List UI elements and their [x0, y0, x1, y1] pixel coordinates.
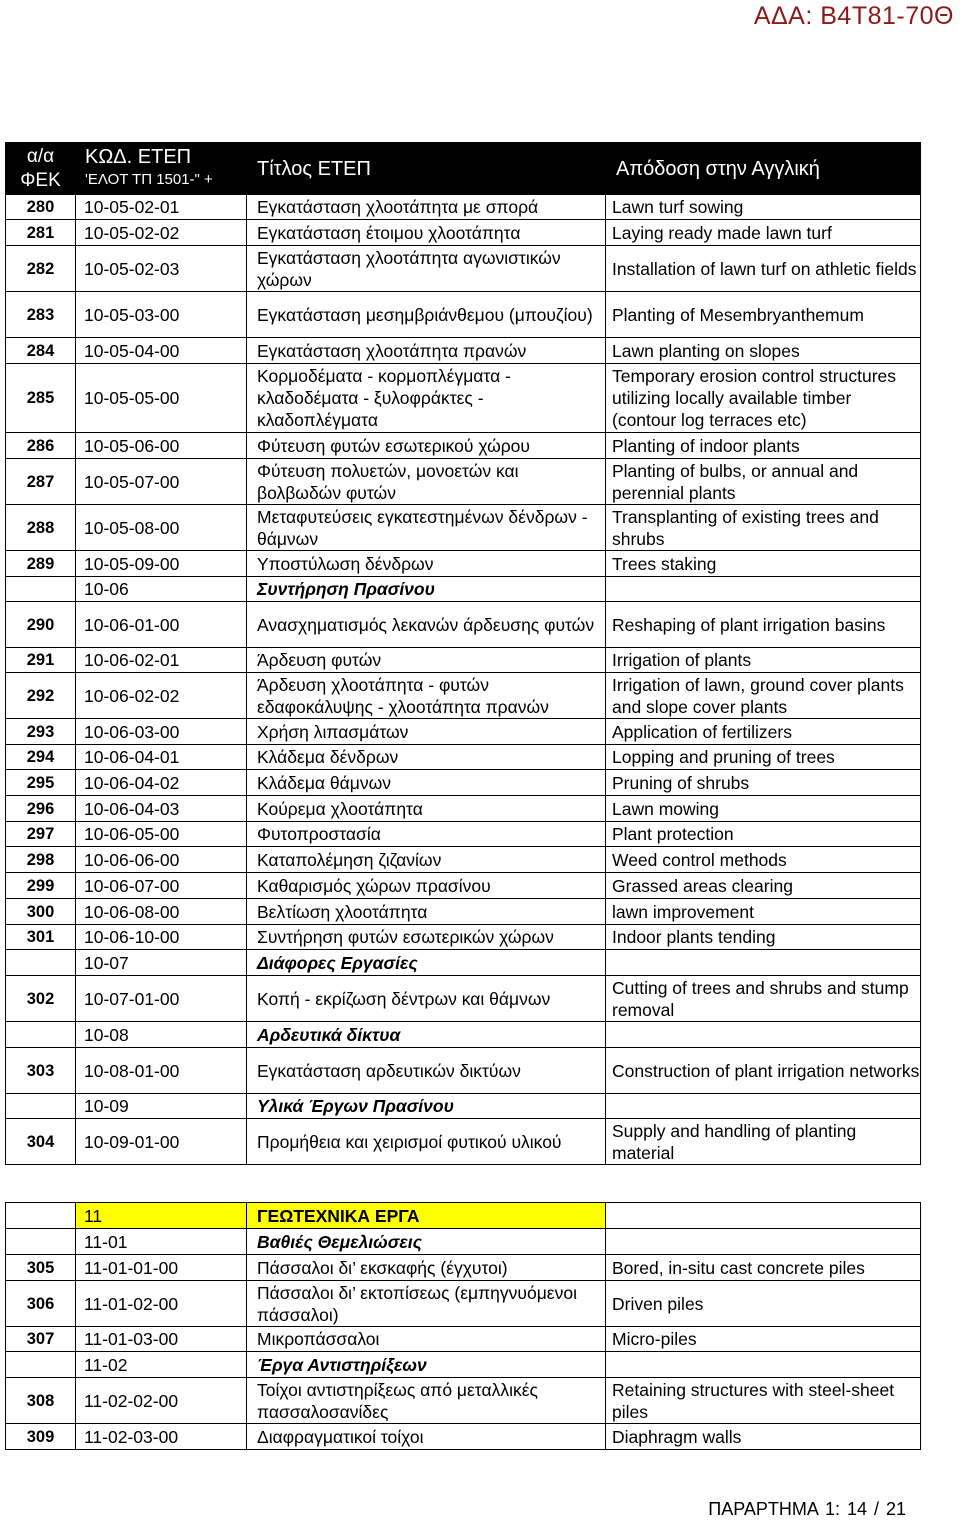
cell-serial — [6, 1352, 76, 1378]
cell-title-gr: Συντήρηση Πρασίνου — [247, 577, 606, 602]
table-row — [6, 1281, 921, 1327]
cell-serial: 309 — [6, 1424, 76, 1450]
cell-serial: 307 — [6, 1327, 76, 1352]
section-row — [6, 1022, 921, 1048]
cell-code: 10-06-07-00 — [76, 873, 247, 899]
cell-serial: 282 — [6, 246, 76, 292]
table-row — [6, 505, 921, 551]
cell-title-en: Temporary erosion control structures utilizing locally available timber (contour log terraces etc) — [606, 364, 921, 433]
cell-title-gr: Διάφορες Εργασίες — [247, 950, 606, 976]
cell-title-gr: Αρδευτικά δίκτυα — [247, 1022, 606, 1048]
table-row — [6, 292, 921, 338]
cell-title-gr: Βελτίωση χλοοτάπητα — [247, 899, 606, 925]
cell-serial: 284 — [6, 338, 76, 364]
cell-title-en: Lawn planting on slopes — [606, 338, 921, 364]
table-row — [6, 673, 921, 719]
table-row — [6, 551, 921, 577]
table-row — [6, 796, 921, 822]
cell-title-gr: Εγκατάσταση χλοοτάπητα αγωνιστικών χώρων — [247, 246, 606, 292]
cell-title-en: Plant protection — [606, 822, 921, 847]
cell-serial: 285 — [6, 364, 76, 433]
cell-title-en: Irrigation of lawn, ground cover plants and slope cover plants — [606, 673, 921, 719]
cell-serial: 280 — [6, 195, 76, 220]
cell-title-en: Reshaping of plant irrigation basins — [606, 602, 921, 648]
cell-code: 10-06-05-00 — [76, 822, 247, 847]
etep-table — [5, 142, 921, 1450]
cell-code: 10-08-01-00 — [76, 1048, 247, 1094]
cell-title-en: Planting of bulbs, or annual and perennial plants — [606, 459, 921, 505]
cell-title-gr: Άρδευση φυτών — [247, 648, 606, 673]
cell-title-en: Planting of indoor plants — [606, 433, 921, 459]
cell-title-gr: Κορμοδέματα - κορμοπλέγματα - κλαδοδέματα - ξυλοφράκτες - κλαδοπλέγματα — [247, 364, 606, 433]
cell-code: 10-06-02-01 — [76, 648, 247, 673]
table-row — [6, 745, 921, 770]
cell-title-en — [606, 1229, 921, 1255]
table-row — [6, 873, 921, 899]
cell-code: 10-06-06-00 — [76, 847, 247, 873]
cell-title-en — [606, 577, 921, 602]
cell-title-gr: Εγκατάσταση έτοιμου χλοοτάπητα — [247, 220, 606, 246]
cell-title-en: Supply and handling of planting material — [606, 1119, 921, 1165]
cell-title-gr: Κούρεμα χλοοτάπητα — [247, 796, 606, 822]
table-row — [6, 719, 921, 745]
cell-title-gr: Φύτευση πολυετών, μονοετών και βολβωδών φυτών — [247, 459, 606, 505]
cell-serial: 296 — [6, 796, 76, 822]
cell-title-en: Laying ready made lawn turf — [606, 220, 921, 246]
cell-serial: 308 — [6, 1378, 76, 1424]
cell-serial: 292 — [6, 673, 76, 719]
table-row — [6, 899, 921, 925]
cell-title-gr — [247, 1165, 606, 1203]
cell-title-en: Cutting of trees and shrubs and stump removal — [606, 976, 921, 1022]
cell-title-gr: Πάσσαλοι δι’ εκτοπίσεως (εμπηγνυόμενοι πάσσαλοι) — [247, 1281, 606, 1327]
cell-serial: 281 — [6, 220, 76, 246]
cell-title-en: Application of fertilizers — [606, 719, 921, 745]
cell-title-en: Diaphragm walls — [606, 1424, 921, 1450]
cell-code: 11-02-02-00 — [76, 1378, 247, 1424]
cell-serial: 306 — [6, 1281, 76, 1327]
cell-code: 10-05-02-03 — [76, 246, 247, 292]
cell-title-gr: Υλικά Έργων Πρασίνου — [247, 1094, 606, 1119]
cell-code: 10-09 — [76, 1094, 247, 1119]
section-row — [6, 1352, 921, 1378]
cell-code: 11-02 — [76, 1352, 247, 1378]
cell-code: 10-09-01-00 — [76, 1119, 247, 1165]
cell-serial: 291 — [6, 648, 76, 673]
cell-serial — [6, 1094, 76, 1119]
cell-title-en — [606, 1352, 921, 1378]
cell-serial — [6, 577, 76, 602]
cell-code: 10-06-08-00 — [76, 899, 247, 925]
cell-title-gr: Πάσσαλοι δι’ εκσκαφής (έγχυτοι) — [247, 1255, 606, 1281]
cell-serial: 290 — [6, 602, 76, 648]
cell-serial — [6, 950, 76, 976]
cell-serial: 305 — [6, 1255, 76, 1281]
cell-code: 11-01-01-00 — [76, 1255, 247, 1281]
cell-code: 10-07 — [76, 950, 247, 976]
cell-serial: 288 — [6, 505, 76, 551]
cell-title-gr: Εγκατάσταση μεσημβριάνθεμου (μπουζίου) — [247, 292, 606, 338]
table-row — [6, 1255, 921, 1281]
cell-title-gr: Προμήθεια και χειρισμοί φυτικού υλικού — [247, 1119, 606, 1165]
cell-title-gr: Κοπή - εκρίζωση δέντρων και θάμνων — [247, 976, 606, 1022]
cell-code: 10-06-02-02 — [76, 673, 247, 719]
cell-title-gr: Μικροπάσσαλοι — [247, 1327, 606, 1352]
cell-title-gr: Ανασχηματισμός λεκανών άρδευσης φυτών — [247, 602, 606, 648]
table-row — [6, 847, 921, 873]
cell-code: 10-05-03-00 — [76, 292, 247, 338]
header-code: ΚΩΔ. ΕΤΕΠ 'ΕΛΟΤ ΤΠ 1501-" + — [76, 143, 247, 195]
cell-title-gr: ΓΕΩΤΕΧΝΙΚΑ ΕΡΓΑ — [247, 1203, 606, 1229]
cell-serial: 299 — [6, 873, 76, 899]
cell-title-gr: Τοίχοι αντιστηρίξεως από μεταλλικές πασσαλοσανίδες — [247, 1378, 606, 1424]
cell-title-gr: Φύτευση φυτών εσωτερικού χώρου — [247, 433, 606, 459]
cell-title-gr: Φυτοπροστασία — [247, 822, 606, 847]
table-row — [6, 1327, 921, 1352]
cell-code: 10-05-07-00 — [76, 459, 247, 505]
cell-title-en: Installation of lawn turf on athletic fields — [606, 246, 921, 292]
cell-title-en: Irrigation of plants — [606, 648, 921, 673]
cell-serial: 303 — [6, 1048, 76, 1094]
page-footer: ΠΑΡΑΡΤΗΜΑ 1: 14 / 21 — [708, 1499, 906, 1519]
cell-title-en: Weed control methods — [606, 847, 921, 873]
cell-serial: 287 — [6, 459, 76, 505]
section-row — [6, 950, 921, 976]
cell-code: 10-06-01-00 — [76, 602, 247, 648]
cell-title-en — [606, 1165, 921, 1203]
cell-title-en: Retaining structures with steel-sheet piles — [606, 1378, 921, 1424]
cell-code: 10-06-04-01 — [76, 745, 247, 770]
table-row — [6, 246, 921, 292]
cell-code: 10-05-02-02 — [76, 220, 247, 246]
table-row — [6, 1048, 921, 1094]
cell-serial: 294 — [6, 745, 76, 770]
ada-stamp: ΑΔΑ: Β4Τ81-70Θ — [753, 2, 954, 30]
table-header-row — [6, 143, 921, 195]
cell-serial — [6, 1203, 76, 1229]
cell-code: 10-06-04-03 — [76, 796, 247, 822]
table-row — [6, 925, 921, 950]
cell-serial: 298 — [6, 847, 76, 873]
cell-serial: 293 — [6, 719, 76, 745]
cell-code: 10-06 — [76, 577, 247, 602]
cell-serial: 304 — [6, 1119, 76, 1165]
cell-title-gr: Έργα Αντιστηρίξεων — [247, 1352, 606, 1378]
cell-title-gr: Καταπολέμηση ζιζανίων — [247, 847, 606, 873]
cell-code — [76, 1165, 247, 1203]
cell-title-gr: Υποστύλωση δένδρων — [247, 551, 606, 577]
cell-title-en — [606, 1022, 921, 1048]
cell-title-gr: Εγκατάσταση χλοοτάπητα με σπορά — [247, 195, 606, 220]
cell-code: 11-01 — [76, 1229, 247, 1255]
cell-title-en: lawn improvement — [606, 899, 921, 925]
cell-serial — [6, 1165, 76, 1203]
table-row — [6, 195, 921, 220]
cell-code: 11-02-03-00 — [76, 1424, 247, 1450]
cell-serial: 283 — [6, 292, 76, 338]
table-row — [6, 338, 921, 364]
cell-code: 11 — [76, 1203, 247, 1229]
cell-code: 11-01-02-00 — [76, 1281, 247, 1327]
cell-title-gr: Μεταφυτεύσεις εγκατεστημένων δένδρων - θάμνων — [247, 505, 606, 551]
cell-serial: 297 — [6, 822, 76, 847]
cell-code: 10-05-09-00 — [76, 551, 247, 577]
cell-title-en: Bored, in-situ cast concrete piles — [606, 1255, 921, 1281]
cell-serial: 289 — [6, 551, 76, 577]
cell-title-gr: Χρήση λιπασμάτων — [247, 719, 606, 745]
cell-serial — [6, 1022, 76, 1048]
cell-title-en: Planting of Mesembryanthemum — [606, 292, 921, 338]
table-row — [6, 433, 921, 459]
table-row — [6, 220, 921, 246]
cell-title-en: Pruning of shrubs — [606, 770, 921, 796]
cell-title-gr: Άρδευση χλοοτάπητα - φυτών εδαφοκάλυψης - χλοοτάπητα πρανών — [247, 673, 606, 719]
cell-serial: 301 — [6, 925, 76, 950]
cell-title-gr: Καθαρισμός χώρων πρασίνου — [247, 873, 606, 899]
cell-code: 11-01-03-00 — [76, 1327, 247, 1352]
cell-title-gr: Βαθιές Θεμελιώσεις — [247, 1229, 606, 1255]
cell-title-en: Lawn turf sowing — [606, 195, 921, 220]
cell-code: 10-06-03-00 — [76, 719, 247, 745]
cell-code: 10-05-08-00 — [76, 505, 247, 551]
section-row — [6, 1094, 921, 1119]
header-title-en: Απόδοση στην Αγγλική — [606, 143, 921, 195]
cell-title-gr: Εγκατάσταση αρδευτικών δικτύων — [247, 1048, 606, 1094]
cell-title-gr: Κλάδεμα δένδρων — [247, 745, 606, 770]
cell-code: 10-05-06-00 — [76, 433, 247, 459]
cell-title-en — [606, 1094, 921, 1119]
cell-title-en — [606, 950, 921, 976]
cell-title-en: Construction of plant irrigation networks — [606, 1048, 921, 1094]
spacer-row — [6, 1165, 921, 1203]
cell-title-gr: Συντήρηση φυτών εσωτερικών χώρων — [247, 925, 606, 950]
header-serial: α/α ΦΕΚ — [6, 143, 76, 195]
cell-serial: 295 — [6, 770, 76, 796]
cell-title-en: Lopping and pruning of trees — [606, 745, 921, 770]
cell-title-en: Indoor plants tending — [606, 925, 921, 950]
cell-code: 10-06-04-02 — [76, 770, 247, 796]
table-body — [6, 195, 921, 1450]
cell-code: 10-08 — [76, 1022, 247, 1048]
table-row — [6, 648, 921, 673]
cell-title-en: Trees staking — [606, 551, 921, 577]
cell-code: 10-05-05-00 — [76, 364, 247, 433]
cell-serial: 300 — [6, 899, 76, 925]
header-title-gr: Τίτλος ΕΤΕΠ — [247, 143, 606, 195]
cell-title-en: Grassed areas clearing — [606, 873, 921, 899]
table-row — [6, 602, 921, 648]
cell-title-gr: Εγκατάσταση χλοοτάπητα πρανών — [247, 338, 606, 364]
cell-code: 10-07-01-00 — [76, 976, 247, 1022]
table-row — [6, 1378, 921, 1424]
table-row — [6, 1424, 921, 1450]
cell-code: 10-05-04-00 — [76, 338, 247, 364]
cell-title-gr: Κλάδεμα θάμνων — [247, 770, 606, 796]
cell-serial: 302 — [6, 976, 76, 1022]
section-row — [6, 1229, 921, 1255]
section-row — [6, 577, 921, 602]
cell-title-en: Driven piles — [606, 1281, 921, 1327]
cell-title-en: Micro-piles — [606, 1327, 921, 1352]
table-row — [6, 1119, 921, 1165]
chapter-row — [6, 1203, 921, 1229]
cell-serial: 286 — [6, 433, 76, 459]
cell-title-gr: Διαφραγματικοί τοίχοι — [247, 1424, 606, 1450]
table-row — [6, 364, 921, 433]
cell-code: 10-06-10-00 — [76, 925, 247, 950]
table-row — [6, 976, 921, 1022]
table-row — [6, 822, 921, 847]
cell-title-en — [606, 1203, 921, 1229]
cell-code: 10-05-02-01 — [76, 195, 247, 220]
cell-title-en: Lawn mowing — [606, 796, 921, 822]
table-row — [6, 459, 921, 505]
cell-title-en: Transplanting of existing trees and shrubs — [606, 505, 921, 551]
table-row — [6, 770, 921, 796]
cell-serial — [6, 1229, 76, 1255]
